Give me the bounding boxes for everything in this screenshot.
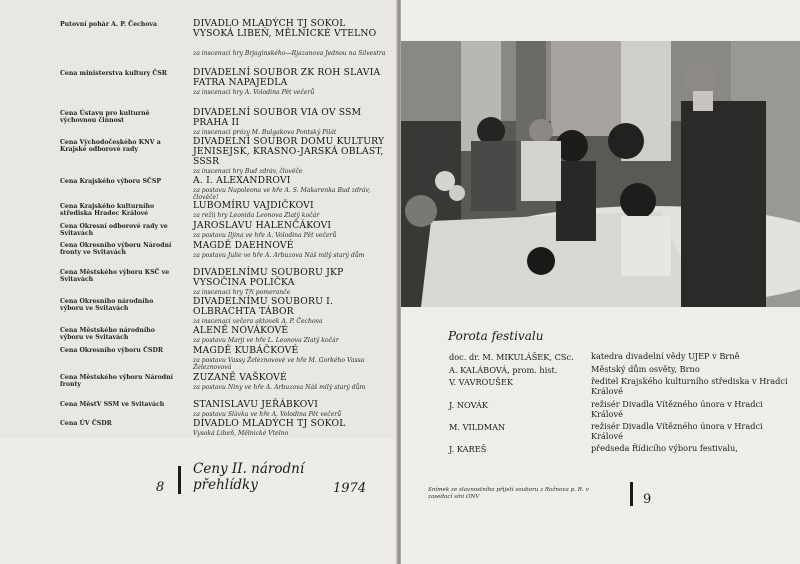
jury-name: A. KALÁBOVÁ, prom. hist. (449, 365, 558, 375)
award-note: Vysoká Libeň, Mělnické Vtelno (193, 430, 289, 437)
award-recipient: DIVADLO MLADÝCH TJ SOKOL VYSOKÁ LIBEŇ, MĚLNICKÉ VTELNO (193, 18, 377, 40)
awards-list (0, 0, 398, 438)
jury-role: katedra divadelní vědy UJEP v Brně (591, 351, 740, 361)
award-recipient: MAGDĚ DAEHNOVÉ (193, 240, 294, 251)
award-giver: Cena Městského výboru Národní fronty (60, 374, 173, 389)
jury-name: M. VILDMAN (449, 422, 506, 432)
award-recipient: LUBOMÍRU VAJDIČKOVI (193, 200, 314, 211)
award-note: za režii hry Leonida Leonova Zlatý kočár (193, 212, 320, 219)
jury-name: J. NOVÁK (449, 400, 488, 410)
award-giver: Cena Okresního výboru ČSDR (60, 347, 163, 354)
award-recipient: JAROSLAVU HALENČÁKOVI (193, 220, 332, 231)
page-number-left: 8 (156, 480, 165, 495)
jury-role: ředitel Krajského kulturního střediska v Hradci Králové (591, 376, 788, 396)
award-note: za inscenaci hry Brjaginského—Rjazanova Jednou na Silvestra (193, 50, 386, 57)
award-giver: Cena Městského národního výboru ve Svitavách (60, 327, 155, 342)
reception-photo (401, 41, 800, 307)
award-giver: Cena MěstV SSM ve Svitavách (60, 401, 165, 408)
award-note: za postavu Niny ve hře A. Arbuzova Náš milý starý dům (193, 384, 366, 391)
jury-name: J. KAREŠ (449, 444, 487, 454)
award-recipient: DIVADELNÍMU SOUBORU I. OLBRACHTA TÁBOR (193, 296, 334, 318)
award-recipient: STANISLAVU JEŘÁBKOVI (193, 399, 319, 410)
award-note: za postavu Iljina ve hře A. Volodina Pět večerů (193, 232, 337, 239)
award-recipient: DIVADLO MLADÝCH TJ SOKOL (193, 418, 346, 429)
award-giver: Cena Okresního výboru Národní fronty ve Svitavách (60, 242, 172, 257)
award-giver: Cena ministerstva kultury ČSR (60, 70, 167, 77)
award-note: za inscenaci prózy M. Bulgakova Pontský Pilát (193, 129, 337, 136)
award-note: za postavu Marji ve hře L. Leonova Zlatý kočár (193, 337, 339, 344)
award-recipient: DIVADELNÍ SOUBOR ZK ROH SLAVIA FATRA NAPAJEDLA (193, 67, 381, 89)
award-note: za postavu Julie ve hře A. Arbuzova Náš milý starý dům (193, 252, 365, 259)
award-giver: Cena Ústavu pro kulturně výchovnou činnost (60, 110, 150, 125)
page-number-right: 9 (643, 492, 652, 507)
jury-role: režisér Divadla Vítězného února v Hradci Králové (591, 399, 763, 419)
award-giver: Cena Okresní odborové rady ve Svitavách (60, 223, 168, 238)
left-page (0, 0, 398, 564)
award-note: za inscenaci večera aktovek A. P. Čechova (193, 318, 323, 325)
award-giver: Cena ÚV ČSDR (60, 420, 112, 427)
award-recipient: ZUZANĚ VAŠKOVÉ (193, 372, 287, 383)
award-note: za inscenaci hry Bud zdráv, člověče (193, 168, 303, 175)
award-giver: Cena Městského výboru KSČ ve Svitavách (60, 269, 170, 284)
award-giver: Cena Krajského kulturního střediska Hradec Králové (60, 203, 155, 218)
award-recipient: A. I. ALEXANDROVI (193, 175, 291, 186)
award-giver: Cena Východočeského KNV a Krajské odborové rady (60, 139, 161, 154)
award-recipient: DIVADELNÍMU SOUBORU JKP VYSOČINA POLIČKA (193, 267, 344, 289)
jury-title: Porota festivalu (448, 329, 544, 343)
award-recipient: ALENĚ NOVÁKOVÉ (193, 325, 289, 336)
award-note: za postavu Napoleona ve hře A. S. Makarenka Bud zdráv, člověče! (193, 187, 371, 201)
right-page (401, 0, 800, 564)
heading-line-1: Ceny II. národní (193, 461, 305, 477)
award-giver: Cena Krajského výboru SČSP (60, 178, 161, 185)
jury-role: Městský dům osvěty, Brno (591, 364, 700, 374)
award-note: za postavu Vassy Železnovové ve hře M. Gorkého Vassa Železnovová (193, 357, 365, 371)
heading-line-2: přehlídky (193, 477, 258, 493)
page-heading (193, 461, 304, 493)
jury-name: V. VAVROUŠEK (449, 377, 513, 387)
award-note: za inscenaci hry A. Volodina Pět večerů (193, 89, 315, 96)
folio-rule (630, 482, 633, 506)
photo-caption: Snímek ze slavnostního přijetí souboru z Rožnova p. R. v zasedací síni ONV (428, 487, 589, 500)
award-recipient: DIVADELNÍ SOUBOR DOMU KULTURY JENISEJSK, KRASNO-JARSKÁ OBLAST, SSSR (193, 136, 385, 168)
jury-name: doc. dr. M. MIKULÁŠEK, CSc. (449, 352, 574, 362)
award-recipient: DIVADELNÍ SOUBOR VIA OV SSM PRAHA II (193, 107, 362, 129)
award-note: za inscenaci hry Tři pomeranče (193, 289, 291, 296)
jury-role: režisér Divadla Vítězného února v Hradci Králové (591, 421, 763, 441)
award-giver: Cena Okresního národního výboru ve Svitavách (60, 298, 154, 313)
award-recipient: MAGDĚ KUBÁČKOVÉ (193, 345, 299, 356)
award-note: za postavu Slávka ve hře A. Volodina Pět večerů (193, 411, 342, 418)
jury-role: předseda Řídicího výboru festivalu, (591, 443, 738, 453)
award-giver: Putovní pohár A. P. Čechova (60, 21, 158, 28)
year: 1974 (333, 481, 367, 496)
folio-rule (178, 466, 181, 494)
